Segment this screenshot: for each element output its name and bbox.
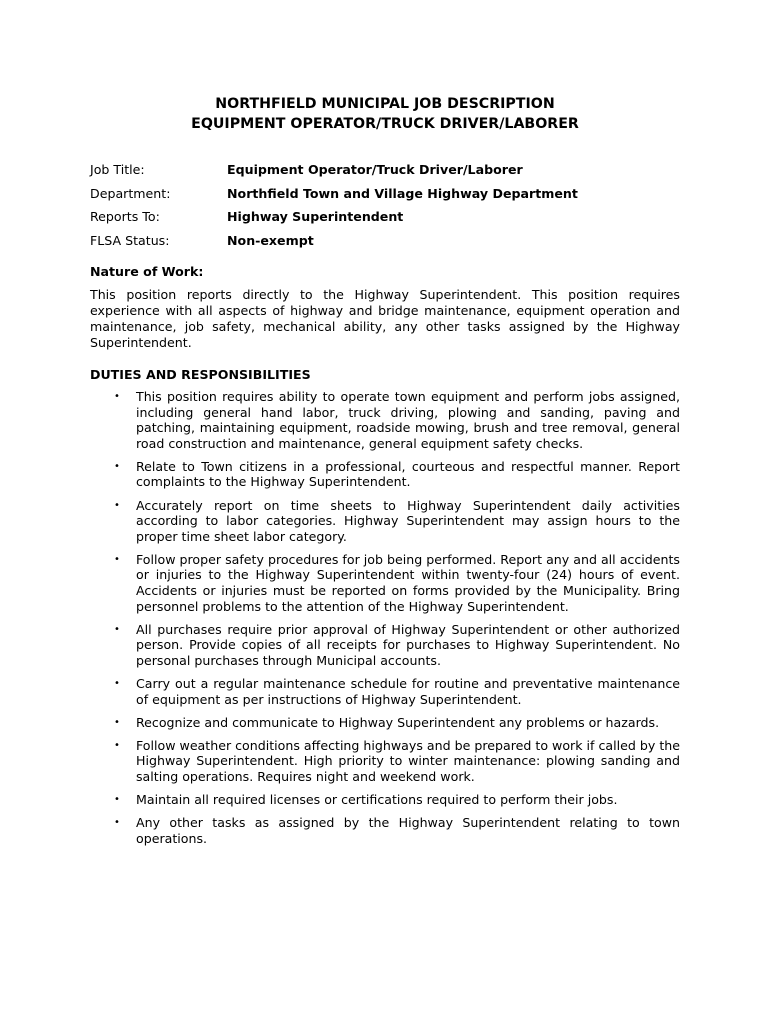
bullet-icon: • <box>114 391 120 402</box>
list-item <box>90 715 680 731</box>
bullet-icon: • <box>114 499 120 511</box>
job-info-table <box>90 162 680 256</box>
info-label: Department: <box>90 185 171 201</box>
bullet-icon: • <box>114 739 120 751</box>
duty-text: Follow proper safety procedures for job being performed. Report any and all accidents or injuries to the Highway Superintendent within twenty-four (24) hours of event. Accidents or injuries must be reported on forms provided by the Municipality. Bring personnel problems to the attention of the Highway Superintendent. <box>136 551 680 614</box>
list-item <box>90 815 680 846</box>
bullet-icon: • <box>114 794 120 806</box>
list-item <box>90 676 680 707</box>
duty-text: Maintain all required licenses or certifications required to perform their jobs. <box>136 792 618 808</box>
duties-heading: DUTIES AND RESPONSIBILITIES <box>90 367 311 382</box>
duty-text: Relate to Town citizens in a professional, courteous and respectful manner. Report complaints to the Highway Superintendent. <box>136 458 680 490</box>
list-item <box>90 389 680 451</box>
bullet-icon: • <box>114 553 120 565</box>
info-label: Reports To: <box>90 209 160 224</box>
duties-list <box>90 389 680 846</box>
list-item <box>90 552 680 614</box>
info-value: Non-exempt <box>227 232 314 248</box>
document-title <box>90 94 680 134</box>
list-item <box>90 459 680 490</box>
info-value: Highway Superintendent <box>227 209 404 224</box>
list-item <box>90 622 680 669</box>
info-label: FLSA Status: <box>90 232 170 248</box>
nature-of-work-heading: Nature of Work: <box>90 264 204 279</box>
title-line-2: EQUIPMENT OPERATOR/TRUCK DRIVER/LABORER <box>191 116 579 132</box>
bullet-icon: • <box>114 817 120 829</box>
duty-text: Follow weather conditions affecting highways and be prepared to work if called by the Highway Superintendent. High priority to winter maintenance: plowing sanding and salting operations. Requires night and weekend work. <box>136 737 680 784</box>
title-line-1: NORTHFIELD MUNICIPAL JOB DESCRIPTION <box>215 96 555 112</box>
duty-text: Recognize and communicate to Highway Superintendent any problems or hazards. <box>136 714 660 730</box>
info-row-department <box>90 186 680 210</box>
nature-of-work-text: This position reports directly to the Highway Superintendent. This position requires experience with all aspects of highway and bridge maintenance, equipment operation and maintenance, job safety, mechanical ability, any other tasks assigned by the Highway Superintendent. <box>90 287 680 350</box>
bullet-icon: • <box>114 716 120 728</box>
info-label: Job Title: <box>90 162 145 177</box>
info-value: Equipment Operator/Truck Driver/Laborer <box>227 162 523 177</box>
list-item <box>90 738 680 785</box>
list-item <box>90 792 680 808</box>
duty-text: All purchases require prior approval of Highway Superintendent or other authorized person. Provide copies of all receipts for purchases to Highway Superintendent. No personal purchases through Municipal accounts. <box>136 621 680 668</box>
info-row-flsa-status <box>90 233 680 257</box>
duty-text: This position requires ability to operate town equipment and perform jobs assigned, including general hand labor, truck driving, plowing and sanding, paving and patching, maintaining equipment, roadside mowing, brush and tree removal, general road construction and maintenance, general equipment safety checks. <box>136 389 680 451</box>
info-row-reports-to <box>90 209 680 233</box>
info-row-job-title <box>90 162 680 186</box>
list-item <box>90 498 680 545</box>
info-value: Northfield Town and Village Highway Department <box>227 185 578 201</box>
bullet-icon: • <box>114 460 120 472</box>
bullet-icon: • <box>114 678 120 689</box>
duty-text: Carry out a regular maintenance schedule for routine and preventative maintenance of equipment as per instructions of Highway Superintendent. <box>136 676 680 707</box>
duty-text: Any other tasks as assigned by the Highway Superintendent relating to town operations. <box>136 815 680 846</box>
bullet-icon: • <box>114 623 120 635</box>
duty-text: Accurately report on time sheets to Highway Superintendent daily activities according to labor categories. Highway Superintendent may assign hours to the proper time sheet labor category. <box>136 497 680 544</box>
